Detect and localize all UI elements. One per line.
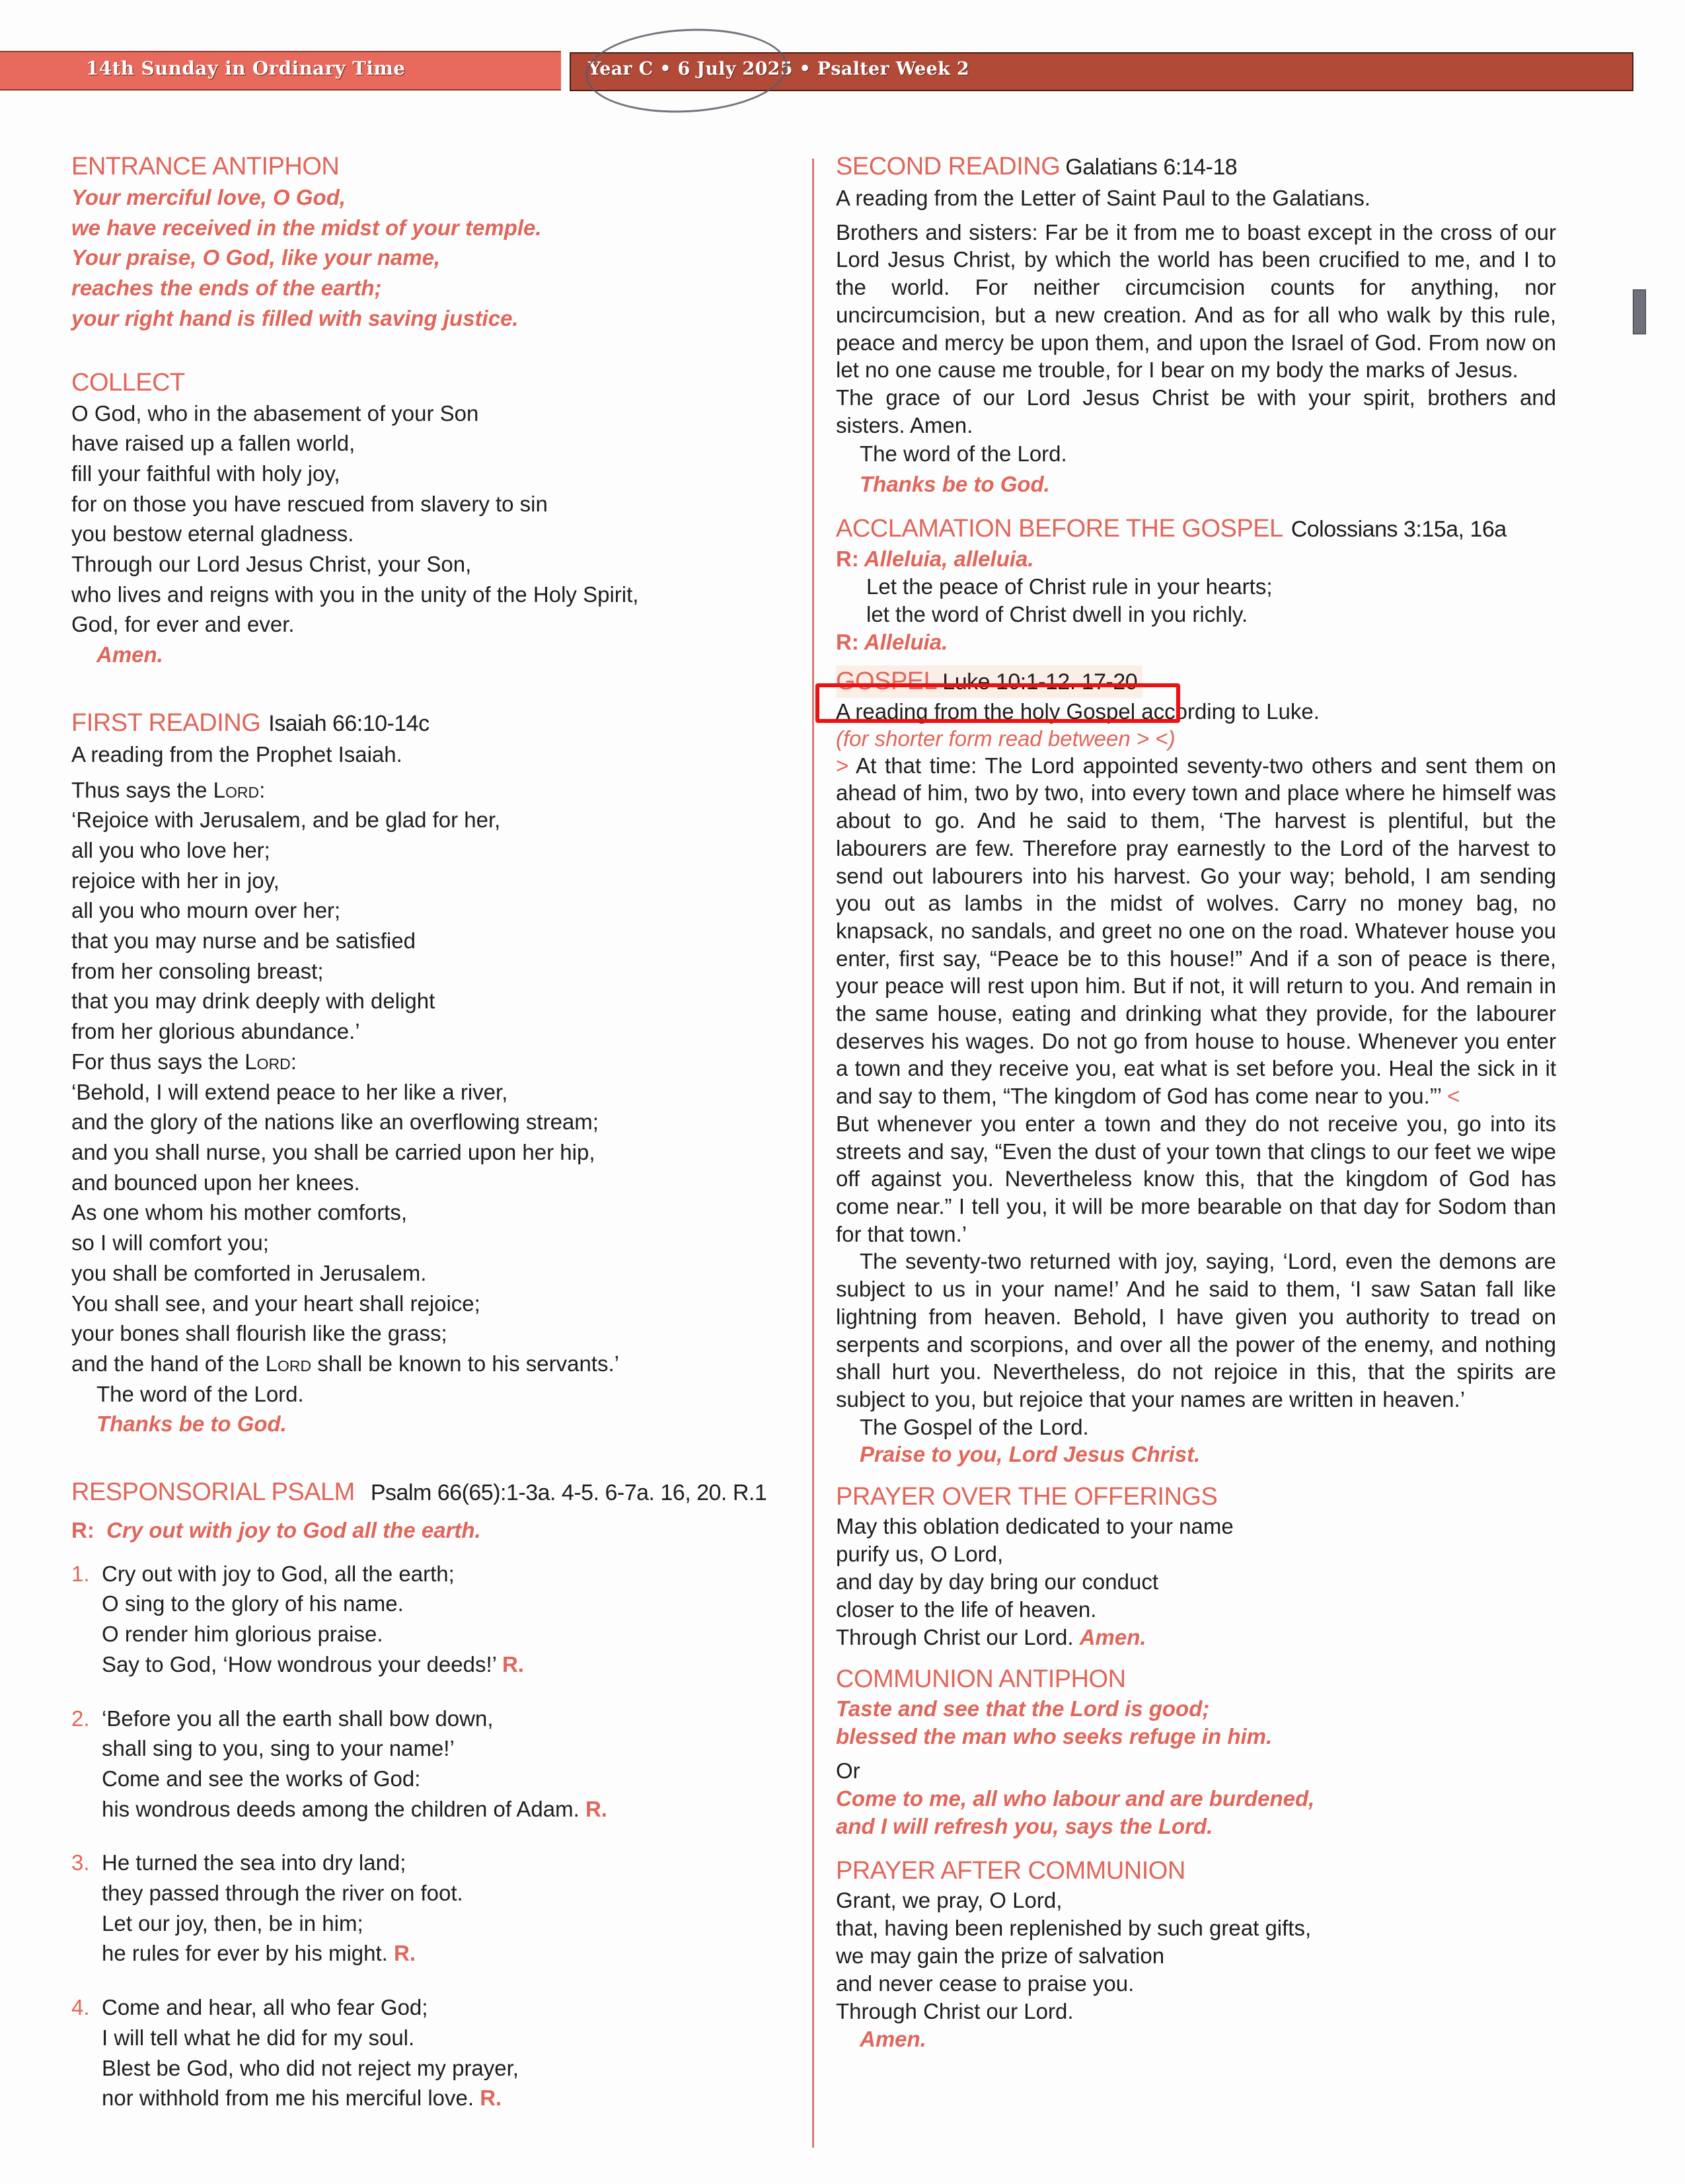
collect-section — [71, 367, 805, 670]
verse-body — [102, 1704, 805, 1825]
section-heading: COMMUNION ANTIPHON — [836, 1665, 1126, 1693]
section-heading: PRAYER OVER THE OFFERINGS — [836, 1482, 1218, 1511]
verse-line — [102, 1733, 805, 1764]
refrain-label: R: — [71, 1518, 94, 1543]
acclamation-title: ACCLAMATION BEFORE THE GOSPEL — [836, 514, 1283, 543]
acclamation-section — [836, 513, 1556, 656]
text-line: we may gain the prize of salvation — [836, 1943, 1165, 1968]
second-reading-blessing: The grace of our Lord Jesus Christ be with your spirit, brothers and sisters. Amen. — [836, 385, 1556, 437]
text-line: Come to me, all who labour and are burdened, — [836, 1786, 1315, 1811]
date-line: Year C • 6 July 2025 • Psalter Week 2 — [588, 59, 969, 79]
section-heading: ENTRANCE ANTIPHON — [71, 153, 340, 180]
communion-antiphon-text — [836, 1695, 1556, 1751]
gospel-title: GOSPEL — [836, 667, 938, 695]
verse-line — [102, 1908, 805, 1939]
verse-text: ‘Before you all the earth shall bow down, — [102, 1706, 494, 1731]
closing-acclamation: The Gospel of the Lord. — [860, 1414, 1089, 1439]
gospel-body-part3: The seventy-two returned with joy, saying, ‘Lord, even the demons are subject to us in your name!’ And he said to them, ‘I saw Satan fall like lightning from heaven. Behold, I have given you authority to tread on serpents and scorpions, and over all the power of the enemy, and nothing shall hurt you. Nevertheless, do not rejoice in this, that the spirits are subject to you, but rejoice that your names are written in heaven.’ — [836, 1249, 1556, 1412]
alleluia-text: Alleluia. — [864, 629, 948, 654]
alleluia-text: Alleluia, alleluia. — [864, 546, 1034, 571]
people-response: Praise to you, Lord Jesus Christ. — [860, 1441, 1201, 1466]
psalm-verse — [71, 1848, 805, 1969]
text-line — [71, 1107, 805, 1137]
text-line — [71, 895, 805, 926]
text-line: who lives and reigns with you in the unity of the Holy Spirit, — [71, 582, 639, 607]
text-line: closer to the life of heaven. — [836, 1597, 1097, 1622]
text-line: Taste and see that the Lord is good; — [836, 1696, 1210, 1721]
entrance-antiphon-section — [71, 151, 805, 334]
verse-body — [102, 1559, 805, 1680]
text-line: Your praise, O God, like your name, — [71, 245, 441, 270]
acclamation-verse — [836, 573, 1556, 628]
shorter-form-note: (for shorter form read between > <) — [836, 726, 1176, 751]
psalm-verse — [71, 1704, 805, 1825]
first-reading-text — [71, 775, 805, 1379]
people-response: Thanks be to God. — [860, 472, 1050, 497]
reading-intro: A reading from the Prophet Isaiah. — [71, 741, 402, 767]
right-column — [836, 151, 1556, 2078]
text-line: O God, who in the abasement of your Son — [71, 400, 479, 426]
second-reading-title: SECOND READING — [836, 153, 1061, 180]
text-span: you shall be comforted in Jerusalem. — [71, 1260, 427, 1285]
text-line: Your merciful love, O God, — [71, 185, 346, 209]
verse-line — [102, 1938, 805, 1969]
text-span: and you shall nurse, you shall be carried upon her hip, — [71, 1139, 595, 1164]
text-span: from her glorious abundance.’ — [71, 1019, 360, 1044]
collect-text — [71, 398, 805, 640]
text-span: As one whom his mother comforts, — [71, 1200, 408, 1225]
text-line: fill your faithful with holy joy, — [71, 461, 340, 486]
verse-line — [102, 1704, 805, 1734]
psalm-verse — [71, 1992, 805, 2113]
page-edge-tab-marker — [1633, 289, 1646, 334]
text-line — [71, 1047, 805, 1077]
text-line: purify us, O Lord, — [836, 1541, 1004, 1566]
verse-text: Come and hear, all who fear God; — [102, 1995, 428, 2020]
reading-intro: A reading from the Letter of Saint Paul to the Galatians. — [836, 186, 1370, 210]
gospel-body-part2: But whenever you enter a town and they do not receive you, go into its streets and say, “Even the dust of your town that clings to our feet we wipe off against you. Nevertheless know this, that the kingdom of God has come near.” I tell you, it will be more bearable on that day for Sodom than for that town.’ — [836, 1111, 1556, 1246]
scripture-reference: Psalm 66(65):1-3a. 4-5. 6-7a. 16, 20. R.1 — [370, 1480, 767, 1506]
prayer-after-text — [836, 1887, 1556, 2025]
text-line — [71, 1077, 805, 1108]
alleluia-refrain-short — [836, 628, 1556, 656]
people-response: Thanks be to God. — [96, 1412, 287, 1437]
text-line: your right hand is filled with saving justice. — [71, 305, 519, 330]
scripture-reference: Galatians 6:14-18 — [1065, 155, 1238, 180]
text-line: for on those you have rescued from slavery to sin — [71, 491, 548, 516]
text-line — [71, 805, 805, 835]
text-line: you bestow eternal gladness. — [71, 521, 354, 546]
shorter-form-end-marker: < — [1447, 1084, 1460, 1109]
section-heading — [836, 513, 1556, 545]
first-reading-title: FIRST READING — [71, 708, 261, 737]
verse-number: 2. — [71, 1706, 90, 1731]
text-line — [71, 835, 805, 866]
section-heading: PRAYER AFTER COMMUNION — [836, 1856, 1185, 1885]
verse-number: 3. — [71, 1850, 90, 1875]
amen-response: Amen. — [1079, 1624, 1146, 1649]
scripture-reference: Colossians 3:15a, 16a — [1291, 516, 1507, 542]
shorter-form-start-marker: > — [836, 753, 849, 778]
response-mark: R. — [502, 1651, 524, 1676]
verse-text: Cry out with joy to God, all the earth; — [102, 1561, 455, 1586]
or-label: Or — [836, 1758, 860, 1783]
closing-acclamation: The word of the Lord. — [96, 1381, 304, 1406]
text-line: Grant, we pray, O Lord, — [836, 1887, 1063, 1912]
refrain-label: R: — [836, 546, 859, 571]
text-line: God, for ever and ever. — [71, 612, 295, 637]
gospel-text: At that time: The Lord appointed seventy-two others and sent them on ahead of him, two by two, into every town and place where he himself was about to go. And he said to them, ‘The harvest is plentiful, but the labourers are few. Therefore pray earnestly to the Lord of the harvest to send out labourers into his harvest. Go your way; behold, I am sending you out as lambs in the midst of wolves. Carry no money bag, no knapsack, no sandals, and greet no one on the road. Whatever house you enter, first say, “Peace be to this house!” And if a son of peace is there, your peace will rest upon him. But if not, it will return to you. And remain in the same house, eating and drinking what they provide, for the labourer deserves his wages. Do not go from house to house. Whenever you enter a town and they receive you, eat what is set before you. Heal the sick in it and say to them, “The kingdom of God has come near to you.”’ — [836, 753, 1556, 1109]
text-span: rejoice with her in joy, — [71, 868, 280, 893]
response-mark: R. — [394, 1941, 416, 1966]
text-line: Let the peace of Christ rule in your hearts; — [866, 574, 1273, 599]
section-heading — [71, 1476, 805, 1509]
prayer-offerings-section — [836, 1481, 1556, 1651]
text-line: reaches the ends of the earth; — [71, 276, 382, 301]
text-span: and bounced upon her knees. — [71, 1170, 360, 1195]
verse-text: O render him glorious praise. — [102, 1622, 383, 1647]
gospel-body-part1 — [836, 752, 1556, 1110]
psalm-verses — [71, 1559, 805, 2113]
text-span: and the hand of the — [71, 1351, 266, 1376]
closing-acclamation: The word of the Lord. — [860, 441, 1067, 467]
verse-line — [102, 1992, 805, 2023]
text-line — [71, 956, 805, 987]
verse-text: Come and see the works of God: — [102, 1766, 421, 1791]
entrance-antiphon-text — [71, 182, 805, 334]
verse-line — [102, 2053, 805, 2084]
lord-smallcaps: Lord — [213, 777, 260, 802]
verse-text: nor withhold from me his merciful love. — [102, 2086, 474, 2111]
text-span: your bones shall flourish like the grass; — [71, 1321, 447, 1346]
amen-response: Amen. — [96, 642, 163, 667]
scripture-reference: Isaiah 66:10-14c — [268, 710, 430, 736]
section-heading — [836, 665, 1142, 698]
text-line — [71, 866, 805, 896]
text-line — [71, 986, 805, 1016]
text-line — [71, 1137, 805, 1168]
verse-text: shall sing to you, sing to your name!’ — [102, 1736, 455, 1761]
text-line: that, having been replenished by such great gifts, — [836, 1915, 1312, 1940]
text-span: ‘Behold, I will extend peace to her like a river, — [71, 1079, 508, 1104]
psalm-refrain — [71, 1515, 805, 1546]
text-span: Thus says the — [71, 777, 213, 802]
text-line: have raised up a fallen world, — [71, 431, 356, 456]
text-line: blessed the man who seeks refuge in him. — [836, 1723, 1273, 1749]
verse-text: Blest be God, who did not reject my prayer, — [102, 2055, 519, 2080]
section-heading — [836, 151, 1556, 183]
verse-line — [102, 1794, 805, 1825]
verse-line — [102, 1878, 805, 1908]
verse-line — [102, 1559, 805, 1589]
verse-body — [102, 1848, 805, 1969]
section-heading: COLLECT — [71, 368, 185, 396]
text-line: Through Christ our Lord. — [836, 1998, 1074, 2023]
text-line — [71, 1197, 805, 1228]
text-span: so I will comfort you; — [71, 1230, 269, 1256]
verse-number: 4. — [71, 1995, 90, 2020]
first-reading-section — [71, 707, 805, 1439]
verse-body — [102, 1992, 805, 2113]
text-span: all you who mourn over her; — [71, 898, 341, 923]
verse-line — [102, 1649, 805, 1680]
verse-text: He turned the sea into dry land; — [102, 1850, 406, 1875]
text-line — [71, 1349, 805, 1379]
text-line: Through our Lord Jesus Christ, your Son, — [71, 552, 472, 577]
handwritten-circle-annotation — [583, 24, 790, 118]
text-span: You shall see, and your heart shall rejoice; — [71, 1291, 480, 1316]
text-line: and I will refresh you, says the Lord. — [836, 1813, 1213, 1838]
text-line — [71, 1289, 805, 1319]
verse-number: 1. — [71, 1561, 90, 1586]
text-span: that you may drink deeply with delight — [71, 989, 435, 1014]
verse-line — [102, 2023, 805, 2053]
verse-text: O sing to the glory of his name. — [102, 1591, 404, 1616]
text-line — [71, 926, 805, 956]
gospel-section — [836, 665, 1556, 1468]
text-line: we have received in the midst of your temple. — [71, 215, 542, 240]
verse-line — [102, 1848, 805, 1878]
text-line — [71, 775, 805, 806]
header-banner-occasion — [0, 51, 561, 91]
text-span: from her consoling breast; — [71, 958, 324, 983]
text-span: all you who love her; — [71, 837, 270, 862]
verse-text: his wondrous deeds among the children of Adam. — [102, 1796, 580, 1821]
verse-line — [102, 1619, 805, 1649]
conclusion-text: Through Christ our Lord. — [836, 1624, 1074, 1649]
response-mark: R. — [480, 2086, 502, 2111]
psalm-verse — [71, 1559, 805, 1680]
verse-text: I will tell what he did for my soul. — [102, 2025, 415, 2050]
section-heading — [71, 707, 805, 739]
second-reading-body: Brothers and sisters: Far be it from me to boast except in the cross of our Lord Jesus Christ, by which the world has been crucified to me, and I to the world. For neither circumcision counts for anything, nor uncircumcision, but a new creation. And as for all who walk by this rule, peace and mercy be upon them, and upon the Israel of God. From now on let no one cause me trouble, for I bear on my body the marks of Jesus. — [836, 219, 1556, 383]
scripture-reference: Luke 10:1-12. 17-20 — [942, 669, 1138, 695]
left-column — [71, 151, 805, 2138]
text-span: and the glory of the nations like an overflowing stream; — [71, 1110, 599, 1135]
column-divider — [812, 159, 814, 2148]
text-line: let the word of Christ dwell in you richly. — [866, 601, 1248, 626]
verse-text: Say to God, ‘How wondrous your deeds!’ — [102, 1651, 496, 1676]
response-mark: R. — [585, 1796, 607, 1821]
reading-intro: A reading from the holy Gospel according to Luke. — [836, 698, 1320, 724]
text-line — [71, 1168, 805, 1198]
verse-text: Let our joy, then, be in him; — [102, 1910, 363, 1936]
verse-line — [102, 2083, 805, 2113]
text-span: ‘Rejoice with Jerusalem, and be glad for her, — [71, 808, 501, 833]
communion-antiphon-alt-text — [836, 1785, 1556, 1840]
verse-text: he rules for ever by his might. — [102, 1941, 388, 1966]
psalm-title: RESPONSORIAL PSALM — [71, 1478, 355, 1507]
text-span: For thus says the — [71, 1049, 245, 1074]
text-span: that you may nurse and be satisfied — [71, 928, 416, 954]
text-line — [71, 1228, 805, 1258]
text-line — [71, 1318, 805, 1349]
communion-antiphon-section — [836, 1663, 1556, 1840]
text-span: : — [259, 777, 266, 802]
amen-response: Amen. — [860, 2026, 926, 2051]
second-reading-section — [836, 151, 1556, 500]
refrain-text: Cry out with joy to God all the earth. — [106, 1518, 481, 1543]
lord-smallcaps: Lord — [244, 1049, 291, 1074]
verse-line — [102, 1589, 805, 1619]
text-line — [71, 1258, 805, 1289]
occasion-title: 14th Sunday in Ordinary Time — [86, 57, 406, 79]
lord-smallcaps: Lord — [265, 1351, 312, 1376]
responsorial-psalm-section — [71, 1476, 805, 2113]
alleluia-refrain — [836, 545, 1556, 573]
text-line: May this oblation dedicated to your name — [836, 1513, 1234, 1538]
text-span: shall be known to his servants.’ — [311, 1351, 619, 1376]
prayer-offerings-text — [836, 1513, 1556, 1624]
text-line: and never cease to praise you. — [836, 1971, 1135, 1996]
verse-text: they passed through the river on foot. — [102, 1881, 463, 1906]
prayer-conclusion — [836, 1624, 1556, 1651]
text-line: and day by day bring our conduct — [836, 1569, 1158, 1594]
text-line — [71, 1016, 805, 1047]
refrain-label: R: — [836, 629, 859, 654]
prayer-after-communion-section — [836, 1855, 1556, 2053]
text-span: : — [290, 1049, 297, 1074]
verse-line — [102, 1764, 805, 1794]
